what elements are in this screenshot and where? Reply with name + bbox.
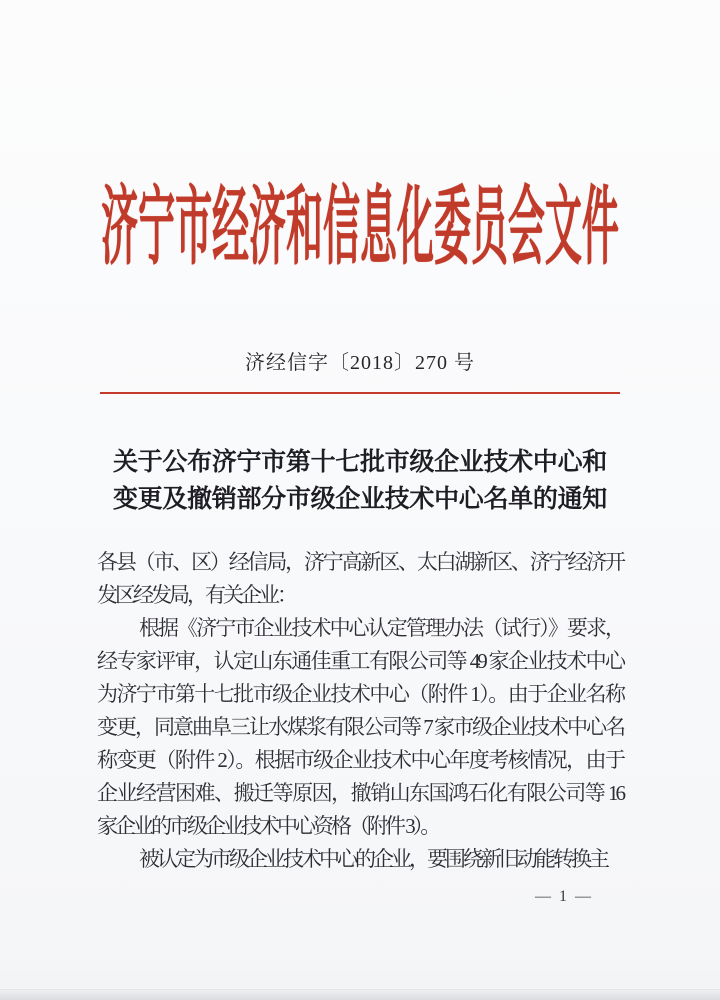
body-line: 根据《济宁市企业技术中心认定管理办法（试行）》要求， xyxy=(139,616,623,640)
body-line: 经专家评审，认定山东通佳重工有限公司等 49 家企业技术中心 xyxy=(97,649,623,673)
agency-header xyxy=(0,180,720,275)
agency-header-title: 济宁市经济和信息化委员会文件 xyxy=(101,179,619,275)
body-line: 为济宁市第十七批市级企业技术中心（附件 1）。由于企业名称 xyxy=(97,682,623,706)
body-line: 变更，同意曲阜三让水煤浆有限公司等 7 家市级企业技术中心名 xyxy=(97,715,623,739)
document-reference-number: 济经信字〔2018〕270 号 xyxy=(245,352,475,374)
body-line: 称变更（附件 2）。根据市级企业技术中心年度考核情况，由于 xyxy=(97,748,623,772)
body-line: 家企业的市级企业技术中心资格（附件 3）。 xyxy=(97,814,439,838)
notice-title-line-1: 关于公布济宁市第十七批市级企业技术中心和 xyxy=(112,449,607,476)
page-number: — 1 — xyxy=(535,888,593,905)
notice-title-line-2: 变更及撤销部分市级企业技术中心名单的通知 xyxy=(112,486,607,513)
notice-title xyxy=(0,444,720,518)
body-line: 各县（市、区）经信局，济宁高新区、太白湖新区、济宁经济开 xyxy=(97,550,623,574)
red-divider-line xyxy=(100,392,620,394)
scan-edge-shadow xyxy=(0,989,720,1000)
body-line: 被认定为市级企业技术中心的企业，要围绕新旧动能转换主 xyxy=(139,847,607,871)
body-line: 企业经营困难、搬迁等原因，撤销山东国鸿石化有限公司等 16 xyxy=(97,781,623,805)
document-body xyxy=(97,546,623,876)
body-line: 发区经发局，有关企业： xyxy=(97,583,295,607)
